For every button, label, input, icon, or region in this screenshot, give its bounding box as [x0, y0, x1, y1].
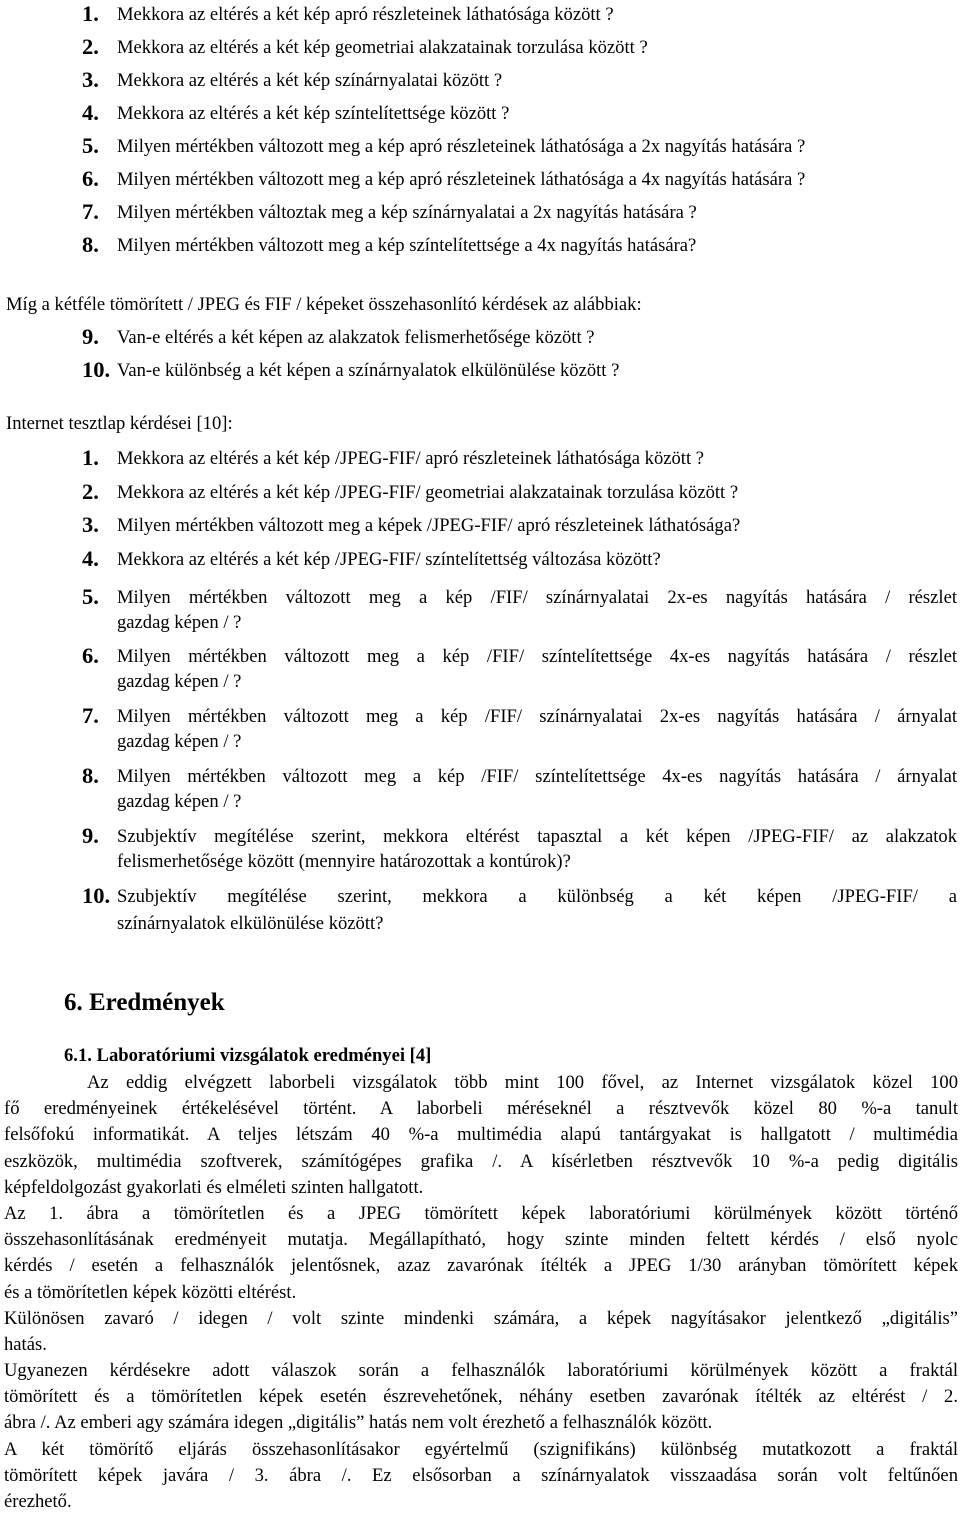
paragraph-line: összehasonlításának eredményeit mutatja. Megállapítható, hogy szinte minden feltett kérdés / első nyolc [4, 1229, 958, 1251]
paragraph-line: A két tömörítő eljárás összehasonlításakor egyértelmű (szignifikáns) különbség mutatkozott a fraktál [4, 1438, 958, 1460]
paragraph-line: Az eddig elvégzett laborbeli vizsgálatok több mint 100 fővel, az Internet vizsgálatok közel 100 [87, 1072, 958, 1093]
paragraph-line: Az 1. ábra a tömörítetlen és a JPEG tömörített képek laboratóriumi körülmények között történő [4, 1202, 958, 1224]
item-text-line: Milyen mértékben változott meg a kép /FIF/ színtelítettsége 4x-es nagyítás hatására / árnyalat [117, 766, 957, 787]
item-text-line: Milyen mértékben változott meg a kép /FIF/ színárnyalatai 2x-es nagyítás hatására / árnyalat [117, 706, 957, 727]
item-number: 10. [82, 357, 111, 382]
item-text: Milyen mértékben változott meg a kép színtelítettsége a 4x nagyítás hatására? [117, 235, 697, 256]
item-number: 1. [82, 1, 99, 26]
item-text: Milyen mértékben változott meg a kép apró részleteinek láthatósága a 4x nagyítás hatására ? [117, 169, 806, 190]
item-text: Mekkora az eltérés a két kép geometriai alakzatainak torzulása között ? [117, 37, 648, 58]
subsection-heading: 6.1. Laboratóriumi vizsgálatok eredményei [4] [64, 1045, 432, 1066]
paragraph-line: kérdés / esetén a felhasználók jelentősnek, azaz zavarónak ítélték a JPEG 1/30 arányban tömörített képek [4, 1255, 958, 1277]
item-text-line: gazdag képen / ? [117, 731, 242, 752]
paragraph-line: ábra /. Az emberi agy számára idegen „digitális” hatás nem volt érezhető a felhasználók között. [4, 1412, 713, 1434]
item-number: 4. [82, 100, 99, 125]
item-number: 1. [82, 445, 99, 470]
item-text: Mekkora az eltérés a két kép színtelítettsége között ? [117, 103, 510, 124]
paragraph-line: Ugyanezen kérdésekre adott válaszok során a felhasználók laboratóriumi körülmények között a fraktál [4, 1360, 958, 1382]
item-number: 10. [82, 883, 111, 908]
paragraph-line: képfeldolgozást gyakorlati és elméleti szinten hallgatott. [4, 1176, 424, 1198]
item-text: Van-e különbség a két képen a színárnyalatok elkülönülése között ? [117, 360, 620, 381]
paragraph-line: eszközök, multimédia szoftverek, számítógépes grafika /. A kísérletben résztvevők 10 %-a pedig digitális [4, 1150, 958, 1172]
item-text-line: Milyen mértékben változott meg a kép /FIF/ színárnyalatai 2x-es nagyítás hatására / részlet [117, 587, 957, 608]
item-text-line: gazdag képen / ? [117, 791, 242, 812]
item-number: 9. [82, 823, 99, 848]
item-text: Milyen mértékben változott meg a kép apró részleteinek láthatósága a 2x nagyítás hatására ? [117, 136, 806, 157]
paragraph-line: tömörített és a tömörítetlen képek esetén észrevehetőnek, néhány esetben zavarónak ítélték az eltérést / 2. [4, 1386, 958, 1408]
item-number: 4. [82, 546, 99, 571]
paragraph-line: fő eredményeinek értékelésével történt. A laborbeli méréseknél a résztvevők közel 80 %-a tanult [4, 1098, 958, 1120]
section-heading: 6. Eredmények [64, 989, 225, 1016]
item-text-line: gazdag képen / ? [117, 671, 242, 692]
item-number: 2. [82, 479, 99, 504]
item-number: 5. [82, 133, 99, 158]
item-text: Van-e eltérés a két képen az alakzatok felismerhetősége között ? [117, 327, 595, 348]
item-text-line: felismerhetősége között (mennyire határozottak a kontúrok)? [117, 851, 571, 872]
item-text: Mekkora az eltérés a két kép /JPEG-FIF/ színtelítettség változása között? [117, 549, 661, 570]
item-number: 8. [82, 763, 99, 788]
item-text: Mekkora az eltérés a két kép /JPEG-FIF/ geometriai alakzatainak torzulása között ? [117, 482, 739, 503]
item-number: 2. [82, 34, 99, 59]
item-number: 9. [82, 324, 99, 349]
item-text-line: Szubjektív megítélése szerint, mekkora a különbség a két képen /JPEG-FIF/ a [117, 886, 957, 907]
paragraph-line: érezhető. [4, 1491, 72, 1512]
item-number: 6. [82, 643, 99, 668]
item-text: Milyen mértékben változott meg a képek /JPEG-FIF/ apró részleteinek láthatósága? [117, 515, 741, 536]
intro-text: Internet tesztlap kérdései [10]: [6, 413, 233, 434]
item-number: 7. [82, 703, 99, 728]
item-number: 3. [82, 67, 99, 92]
item-text: Milyen mértékben változtak meg a kép színárnyalatai a 2x nagyítás hatására ? [117, 202, 697, 223]
item-text-line: gazdag képen / ? [117, 612, 242, 633]
item-number: 3. [82, 512, 99, 537]
paragraph-line: hatás. [4, 1333, 47, 1355]
item-text: Mekkora az eltérés a két kép színárnyalatai között ? [117, 70, 503, 91]
paragraph-line: és a tömörítetlen képek közötti eltérést. [4, 1281, 297, 1303]
results-paragraph [4, 1070, 958, 1515]
item-text-line: Szubjektív megítélése szerint, mekkora eltérést tapasztal a két képen /JPEG-FIF/ az alakzatok [117, 826, 957, 847]
paragraph-line: felsőfokú informatikát. A teljes létszám 40 %-a multimédia alapú tantárgyakat is hallgatott / multimédia [4, 1124, 958, 1146]
item-text: Mekkora az eltérés a két kép /JPEG-FIF/ apró részleteinek láthatósága között ? [117, 448, 705, 469]
paragraph-line: Különösen zavaró / idegen / volt szinte mindenki számára, a képek nagyításakor jelentkező „digitális” [4, 1307, 958, 1329]
item-number: 8. [82, 232, 99, 257]
item-number: 5. [82, 584, 99, 609]
item-text-line: színárnyalatok elkülönülése között? [117, 913, 384, 934]
item-text: Mekkora az eltérés a két kép apró részleteinek láthatósága között ? [117, 4, 614, 25]
intro-text: Míg a kétféle tömörített / JPEG és FIF / képeket összehasonlító kérdések az alábbiak: [6, 294, 642, 315]
item-number: 7. [82, 199, 99, 224]
paragraph-line: tömörített képek javára / 3. ábra /. Ez elsősorban a színárnyalatok visszaadása során volt feltűnően [4, 1464, 958, 1486]
item-text-line: Milyen mértékben változott meg a kép /FIF/ színtelítettsége 4x-es nagyítás hatására / részlet [117, 646, 957, 667]
item-number: 6. [82, 166, 99, 191]
